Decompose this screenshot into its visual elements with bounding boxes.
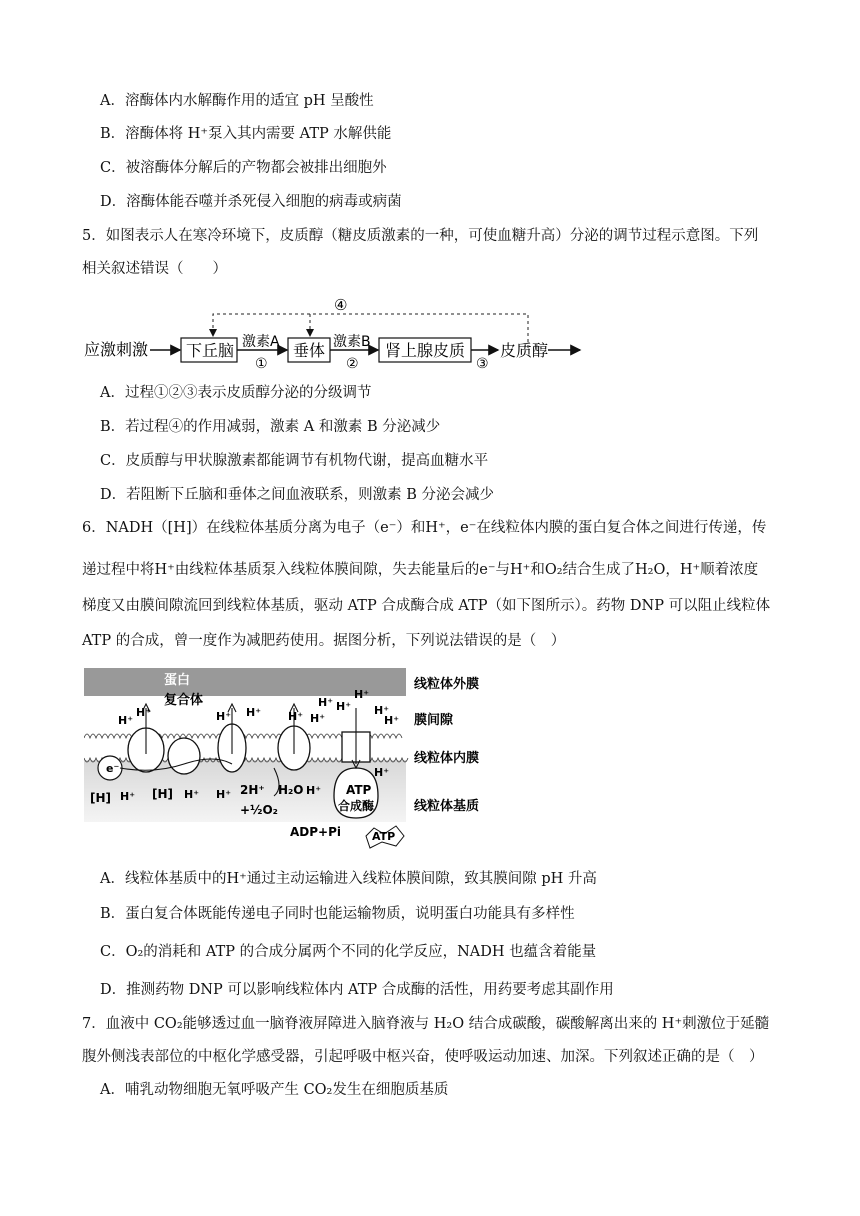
protein-label-1: 蛋白 xyxy=(164,673,191,688)
h-plus-16: H⁺ xyxy=(306,784,322,797)
pituitary-label: 垂体 xyxy=(293,341,326,360)
q6-option-b: B．蛋白复合体既能传递电子同时也能运输物质，说明蛋白功能具有多样性 xyxy=(100,906,575,922)
q5-stem-line-2: 相关叙述错误（ ） xyxy=(82,261,227,277)
nadh-label-2: [H] xyxy=(152,787,174,801)
mitochondria-diagram xyxy=(84,668,504,852)
h-plus-3: H⁺ xyxy=(216,710,232,723)
adrenal-cortex-label: 肾上腺皮质 xyxy=(385,341,466,360)
q6-option-d: D．推测药物 DNP 可以影响线粒体内 ATP 合成酶的活性，用药要考虑其副作用 xyxy=(100,982,614,998)
q7-stem-line-2: 腹外侧浅表部位的中枢化学感受器，引起呼吸中枢兴奋，使呼吸运动加速、加深。下列叙述正确的是（ ） xyxy=(82,1049,764,1065)
q5-option-c: C．皮质醇与甲状腺激素都能调节有机物代谢，提高血糖水平 xyxy=(100,453,489,469)
q7-stem-line-1: 7．血液中 CO₂能够透过血一脑脊液屏障进入脑脊液与 H₂O 结合成碳酸，碳酸解离出来的 H⁺刺激位于延髓 xyxy=(82,1016,770,1032)
atp-synthase-label-2: 合成酶 xyxy=(338,799,375,813)
h-plus-6: H⁺ xyxy=(318,696,334,709)
two-h-label: 2H⁺ xyxy=(240,783,265,797)
cortisol-label: 皮质醇 xyxy=(500,341,549,360)
q6-stem-line-1: 6．NADH（[H]）在线粒体基质分离为电子（e⁻）和H⁺，e⁻在线粒体内膜的蛋白复合体之间进行传递，传 xyxy=(82,520,767,536)
electron-label: e⁻ xyxy=(106,762,120,775)
h-plus-4: H⁺ xyxy=(246,706,262,719)
q6-stem-line-4: ATP 的合成，曾一度作为减肥药使用。据图分析，下列说法错误的是（ ） xyxy=(82,633,566,649)
q5-option-d: D．若阻断下丘脑和垂体之间血液联系，则激素 B 分泌会减少 xyxy=(100,487,494,503)
h-plus-14: H⁺ xyxy=(184,788,200,801)
h-plus-1: H⁺ xyxy=(118,714,134,727)
atp-synthase-label-1: ATP xyxy=(346,783,372,797)
q6-option-c: C．O₂的消耗和 ATP 的合成分属两个不同的化学反应，NADH 也蕴含着能量 xyxy=(100,944,597,960)
h-plus-13: H⁺ xyxy=(120,790,136,803)
hormone-a-label: 激素A xyxy=(242,334,280,350)
q6-stem-line-2: 递过程中将H⁺由线粒体基质泵入线粒体膜间隙，失去能量后的e⁻与H⁺和O₂结合生成了H₂O，H⁺顺着浓度 xyxy=(82,562,759,578)
matrix-label: 线粒体基质 xyxy=(414,799,480,814)
q4-option-d: D．溶酶体能吞噬并杀死侵入细胞的病毒或病菌 xyxy=(100,194,402,210)
half-o2-label: +½O₂ xyxy=(240,803,278,817)
h-plus-7: H⁺ xyxy=(310,712,326,725)
water-label: H₂O xyxy=(278,783,304,797)
nadh-label-1: [H] xyxy=(90,791,112,805)
adp-pi-label: ADP+Pi xyxy=(290,825,342,839)
inner-membrane-label: 线粒体内膜 xyxy=(414,751,480,766)
q6-stem-line-3: 梯度又由膜间隙流回到线粒体基质，驱动 ATP 合成酶合成 ATP（如下图所示）。药物 DNP 可以阻止线粒体 xyxy=(82,598,771,614)
h-plus-12: H⁺ xyxy=(374,766,390,779)
cortisol-regulation-diagram xyxy=(80,292,600,376)
protein-label-2: 复合体 xyxy=(164,693,204,708)
q5-option-a: A．过程①②③表示皮质醇分泌的分级调节 xyxy=(100,385,372,401)
h-plus-8: H⁺ xyxy=(336,700,352,713)
h-plus-11: H⁺ xyxy=(384,714,400,727)
step-1-label: ① xyxy=(255,356,268,372)
outer-membrane-label: 线粒体外膜 xyxy=(414,677,480,692)
h-plus-9: H⁺ xyxy=(354,688,370,701)
step-4-label: ④ xyxy=(334,296,348,314)
q4-option-b: B．溶酶体将 H⁺泵入其内需要 ATP 水解供能 xyxy=(100,126,392,142)
hormone-b-label: 激素B xyxy=(333,334,371,350)
step-2-label: ② xyxy=(346,356,359,372)
atp-product-label: ATP xyxy=(372,830,396,843)
stimulus-label: 应激刺激 xyxy=(84,340,149,359)
q7-option-a: A．哺乳动物细胞无氧呼吸产生 CO₂发生在细胞质基质 xyxy=(100,1082,449,1098)
step-3-label: ③ xyxy=(476,356,489,372)
q4-option-a: A．溶酶体内水解酶作用的适宜 pH 呈酸性 xyxy=(100,93,374,109)
q5-option-b: B．若过程④的作用减弱，激素 A 和激素 B 分泌减少 xyxy=(100,419,441,435)
h-plus-2: H⁺ xyxy=(136,706,152,719)
q6-option-a: A．线粒体基质中的H⁺通过主动运输进入线粒体膜间隙，致其膜间隙 pH 升高 xyxy=(100,871,597,887)
q5-stem-line-1: 5．如图表示人在寒冷环境下，皮质醇（糖皮质激素的一种，可使血糖升高）分泌的调节过程示意图。下列 xyxy=(82,228,759,244)
hypothalamus-label: 下丘脑 xyxy=(186,341,235,360)
intermembrane-space-label: 膜间隙 xyxy=(414,713,454,728)
q4-option-c: C．被溶酶体分解后的产物都会被排出细胞外 xyxy=(100,160,387,176)
h-plus-5: H⁺ xyxy=(288,710,304,723)
h-plus-15: H⁺ xyxy=(216,788,232,801)
h-plus-10: H⁺ xyxy=(374,704,390,717)
protein-complex-2 xyxy=(168,738,200,774)
